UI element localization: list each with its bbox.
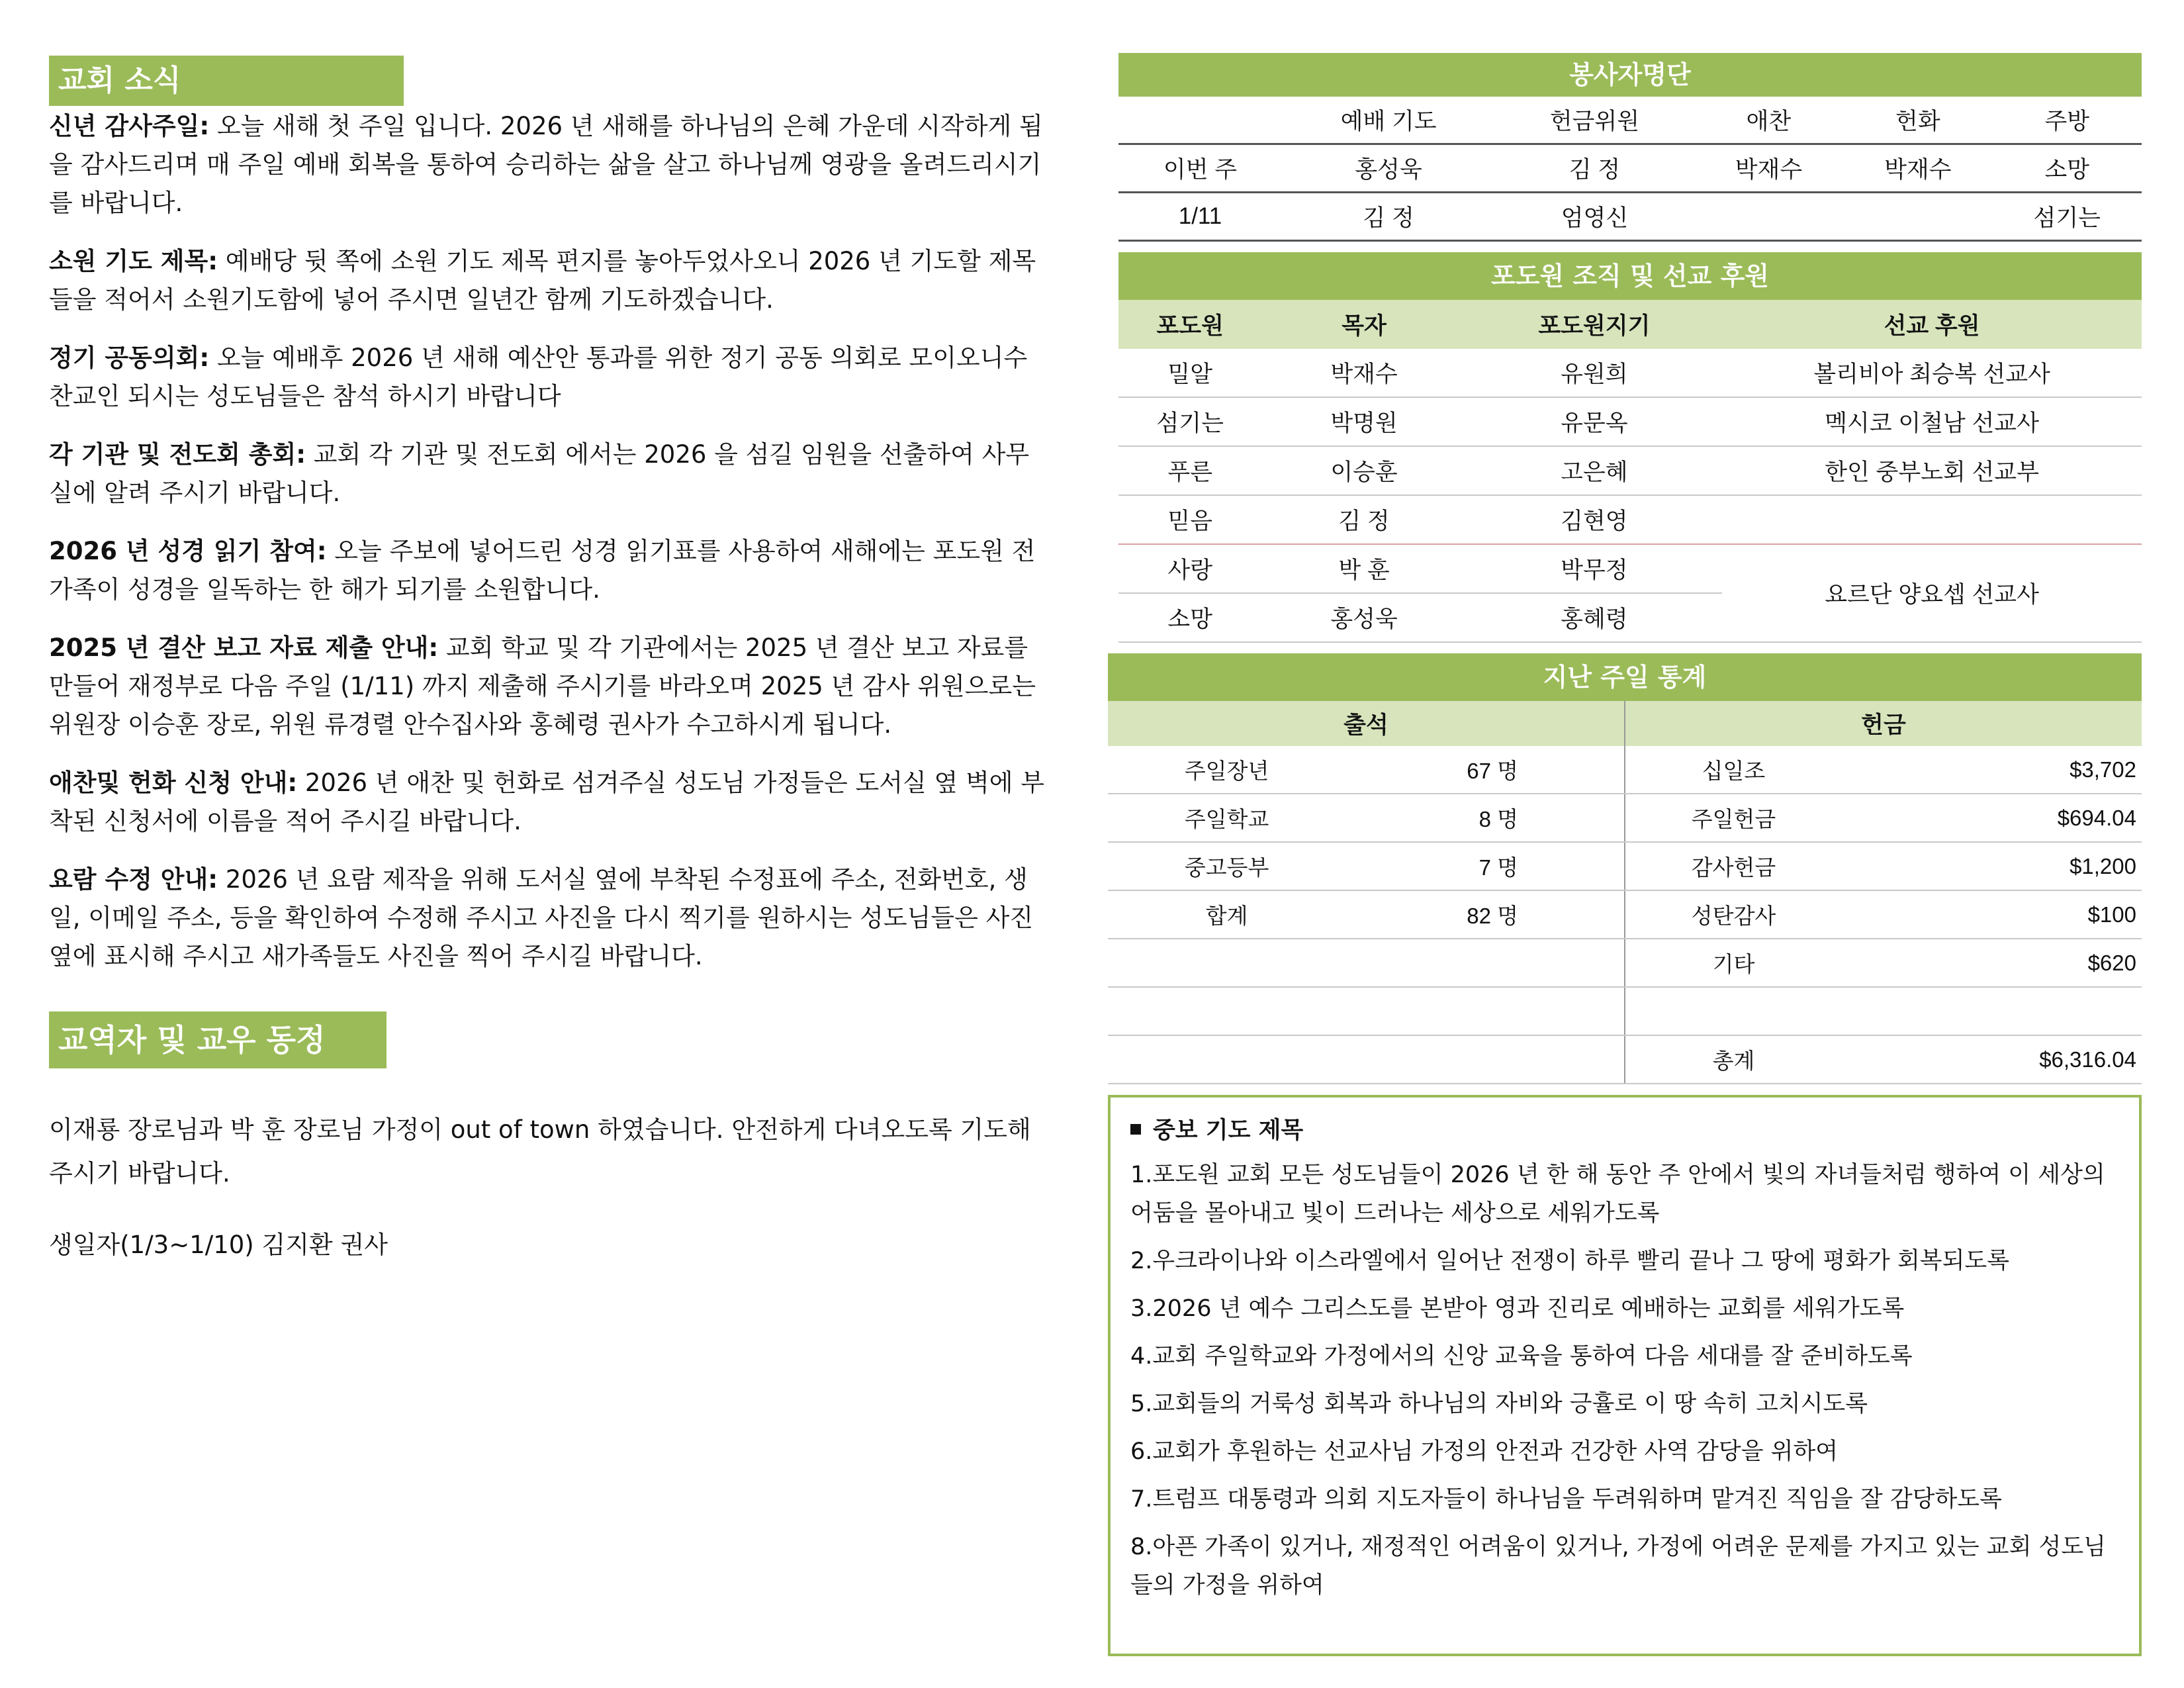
news-text: 예배당 뒷 쪽에 소원 기도 제목 편지를 놓아두었사오니 2026 년 기도할 제목들을 적어서 소원기도함에 넣어 주시면 일년간 함께 기도하겠습니다. bbox=[49, 247, 1036, 314]
table-cell: 67 명 bbox=[1345, 746, 1625, 794]
news-label: 각 기관 및 전도회 총회: bbox=[49, 440, 306, 469]
table-cell: 박재수 bbox=[1261, 349, 1466, 397]
table-header-row bbox=[1118, 97, 2142, 144]
table-row bbox=[1108, 987, 2142, 1035]
stats-table bbox=[1108, 701, 2142, 1084]
column-header: 포도원지기 bbox=[1467, 300, 1723, 349]
table-cell: $6,316.04 bbox=[1842, 1035, 2142, 1084]
table-row bbox=[1108, 1035, 2142, 1084]
prayer-item: 5.교회들의 거룩성 회복과 하나님의 자비와 긍휼로 이 땅 속히 고치시도록 bbox=[1130, 1391, 1868, 1417]
table-header-row bbox=[1118, 300, 2142, 349]
table-row bbox=[1118, 193, 2142, 241]
news-item bbox=[49, 339, 1048, 416]
table-row bbox=[1118, 397, 2142, 446]
table-cell bbox=[1345, 1035, 1625, 1084]
table-cell: 홍성욱 bbox=[1282, 144, 1495, 193]
news-label: 정기 공동의회: bbox=[49, 344, 210, 372]
volunteers-banner: 봉사자명단 bbox=[1118, 53, 2142, 97]
volunteers-table bbox=[1118, 97, 2142, 242]
table-cell: 밀알 bbox=[1118, 349, 1261, 397]
table-cell: 소망 bbox=[1118, 593, 1261, 642]
column-header: 포도원 bbox=[1118, 300, 1261, 349]
table-cell: 김 정 bbox=[1261, 495, 1466, 544]
table-row bbox=[1118, 349, 2142, 397]
table-row bbox=[1108, 746, 2142, 794]
table-cell: 중고등부 bbox=[1108, 842, 1345, 890]
table-cell: 소망 bbox=[1993, 144, 2142, 193]
table-cell: 볼리비아 최승복 선교사 bbox=[1722, 349, 2142, 397]
table-cell: 십일조 bbox=[1625, 746, 1842, 794]
prayer-item: 6.교회가 후원하는 선교사님 가정의 안전과 건강한 사역 감당을 위하여 bbox=[1130, 1438, 1839, 1465]
table-cell bbox=[1345, 939, 1625, 987]
table-row bbox=[1118, 144, 2142, 193]
column-header: 선교 후원 bbox=[1722, 300, 2142, 349]
table-cell bbox=[1108, 939, 1345, 987]
prayer-box bbox=[1108, 1095, 2142, 1656]
table-cell: 이승훈 bbox=[1261, 446, 1466, 495]
table-cell: 감사헌금 bbox=[1625, 842, 1842, 890]
column-header: 주방 bbox=[1993, 97, 2142, 144]
table-cell: 홍성욱 bbox=[1261, 593, 1466, 642]
prayer-title-text: 중보 기도 제목 bbox=[1153, 1117, 1304, 1144]
table-cell: 김현영 bbox=[1467, 495, 1723, 544]
table-cell: 1/11 bbox=[1118, 193, 1282, 241]
column-header: 목자 bbox=[1261, 300, 1466, 349]
table-cell: 김 정 bbox=[1282, 193, 1495, 241]
table-cell: 이번 주 bbox=[1118, 144, 1282, 193]
table-row bbox=[1108, 939, 2142, 987]
table-cell: 7 명 bbox=[1345, 842, 1625, 890]
news-label: 2025 년 결산 보고 자료 제출 안내: bbox=[49, 633, 439, 662]
table-cell: 기타 bbox=[1625, 939, 1842, 987]
table-cell: 주일학교 bbox=[1108, 794, 1345, 842]
table-row bbox=[1108, 890, 2142, 939]
table-cell: 홍혜령 bbox=[1467, 593, 1723, 642]
birthday-text: 생일자(1/3~1/10) 김지환 권사 bbox=[49, 1231, 388, 1259]
table-cell: 유문옥 bbox=[1467, 397, 1723, 446]
table-cell: $694.04 bbox=[1842, 794, 2142, 842]
news-label: 요람 수정 안내: bbox=[49, 865, 218, 894]
table-cell: 김 정 bbox=[1495, 144, 1694, 193]
column-header: 헌화 bbox=[1843, 97, 1992, 144]
table-cell bbox=[1694, 193, 1843, 241]
right-column bbox=[1118, 53, 2142, 1656]
table-cell bbox=[1108, 987, 1345, 1035]
table-cell bbox=[1108, 1035, 1345, 1084]
table-cell: 섬기는 bbox=[1118, 397, 1261, 446]
table-cell: 박재수 bbox=[1694, 144, 1843, 193]
news-item bbox=[49, 436, 1048, 512]
table-cell: 고은혜 bbox=[1467, 446, 1723, 495]
news-item bbox=[49, 107, 1048, 222]
table-cell: 박재수 bbox=[1843, 144, 1992, 193]
news-text: 2026 년 요람 제작을 위해 도서실 옆에 부착된 수정표에 주소, 전화번호, 생일, 이메일 주소, 등을 확인하여 수정해 주시고 사진을 다시 찍기를 원하시는 성도님들은 사진 옆에 표시해 주시고 새가족들도 사진을 찍어 주시길 바랍니다. bbox=[49, 865, 1034, 970]
table-cell: $100 bbox=[1842, 890, 2142, 939]
table-cell bbox=[1843, 193, 1992, 241]
table-cell bbox=[1842, 987, 2142, 1035]
table-cell: 성탄감사 bbox=[1625, 890, 1842, 939]
square-bullet-icon bbox=[1130, 1124, 1141, 1135]
offering-header: 헌금 bbox=[1625, 701, 2142, 746]
table-cell: $620 bbox=[1842, 939, 2142, 987]
news-text: 오늘 새해 첫 주일 입니다. 2026 년 새해를 하나님의 은혜 가운데 시작하게 됨을 감사드리며 매 주일 예배 회복을 통하여 승리하는 삶을 살고 하나님께 영광을 올려드리시기를 바랍니다. bbox=[49, 112, 1043, 217]
table-row bbox=[1108, 794, 2142, 842]
table-cell: 82 명 bbox=[1345, 890, 1625, 939]
prayer-item: 1.포도원 교회 모든 성도님들이 2026 년 한 해 동안 주 안에서 빛의 자녀들처럼 행하여 이 세상의 어둠을 몰아내고 빛이 드러나는 세상으로 세워가도록 bbox=[1130, 1162, 2105, 1227]
news-section-title: 교회 소식 bbox=[49, 56, 404, 106]
prayer-item: 7.트럼프 대통령과 의회 지도자들이 하나님을 두려워하며 맡겨진 직임을 잘 감당하도록 bbox=[1130, 1486, 2002, 1513]
merged-mission-cell: 요르단 양요셉 선교사 bbox=[1722, 544, 2142, 642]
vineyard-banner: 포도원 조직 및 선교 후원 bbox=[1118, 252, 2142, 300]
table-cell: $1,200 bbox=[1842, 842, 2142, 890]
table-header-row bbox=[1108, 701, 2142, 746]
column-header: 예배 기도 bbox=[1282, 97, 1495, 144]
news-text: 오늘 예배후 2026 년 새해 예산안 통과를 위한 정기 공동 의회로 모이오니수찬교인 되시는 성도님들은 참석 하시기 바랍니다 bbox=[49, 344, 1028, 410]
table-row bbox=[1118, 495, 2142, 544]
news-item bbox=[49, 532, 1048, 609]
table-cell: 8 명 bbox=[1345, 794, 1625, 842]
column-header: 애찬 bbox=[1694, 97, 1843, 144]
column-header bbox=[1118, 97, 1282, 144]
table-cell bbox=[1625, 987, 1842, 1035]
prayer-item: 4.교회 주일학교와 가정에서의 신앙 교육을 통하여 다음 세대를 잘 준비하도록 bbox=[1130, 1343, 1913, 1370]
left-column bbox=[49, 56, 1048, 1264]
table-cell: 한인 중부노회 선교부 bbox=[1722, 446, 2142, 495]
table-row bbox=[1118, 446, 2142, 495]
attendance-header: 출석 bbox=[1108, 701, 1625, 746]
prayer-title bbox=[1130, 1111, 2119, 1150]
table-cell: 사랑 bbox=[1118, 544, 1261, 593]
staff-section-title: 교역자 및 교우 동정 bbox=[49, 1011, 387, 1068]
news-item bbox=[49, 629, 1048, 744]
news-item bbox=[49, 242, 1048, 319]
table-cell: 총계 bbox=[1625, 1035, 1842, 1084]
stats-banner: 지난 주일 통계 bbox=[1108, 653, 2142, 701]
news-item bbox=[49, 764, 1048, 841]
prayer-item: 8.아픈 가족이 있거나, 재정적인 어려움이 있거나, 가정에 어려운 문제를 가지고 있는 교회 성도님들의 가정을 위하여 bbox=[1130, 1534, 2106, 1599]
table-cell: 푸른 bbox=[1118, 446, 1261, 495]
table-cell: 믿음 bbox=[1118, 495, 1261, 544]
staff-news-text: 이재룡 장로님과 박 훈 장로님 가정이 out of town 하였습니다. 안전하게 다녀오도록 기도해 주시기 바랍니다. bbox=[49, 1115, 1031, 1188]
table-cell: 합계 bbox=[1108, 890, 1345, 939]
news-text: 교회 각 기관 및 전도회 에서는 2026 을 섬길 임원을 선출하여 사무실에 알려 주시기 바랍니다. bbox=[49, 440, 1030, 507]
table-cell: 박무정 bbox=[1467, 544, 1723, 593]
table-cell: 박명원 bbox=[1261, 397, 1466, 446]
news-list bbox=[49, 107, 1048, 976]
table-cell: 주일헌금 bbox=[1625, 794, 1842, 842]
vineyard-section bbox=[1118, 252, 2142, 643]
table-cell: 유원희 bbox=[1467, 349, 1723, 397]
table-cell: $3,702 bbox=[1842, 746, 2142, 794]
news-text: 교회 학교 및 각 기관에서는 2025 년 결산 보고 자료를 만들어 재정부로 다음 주일 (1/11) 까지 제출해 주시기를 바라오며 2025 년 감사 위원으로는 위원장 이승훈 장로, 위원 류경렬 안수집사와 홍혜령 권사가 수고하시게 됩니다. bbox=[49, 633, 1036, 739]
vineyard-table bbox=[1118, 300, 2142, 643]
news-item bbox=[49, 861, 1048, 976]
prayer-item: 2.우크라이나와 이스라엘에서 일어난 전쟁이 하루 빨리 끝나 그 땅에 평화가 회복되도록 bbox=[1130, 1248, 2010, 1274]
news-text: 오늘 주보에 넣어드린 성경 읽기표를 사용하여 새해에는 포도원 전 가족이 성경을 일독하는 한 해가 되기를 소원합니다. bbox=[49, 537, 1036, 604]
table-row bbox=[1108, 842, 2142, 890]
table-cell: 멕시코 이철남 선교사 bbox=[1722, 397, 2142, 446]
stats-section bbox=[1108, 653, 2142, 1084]
table-cell bbox=[1345, 987, 1625, 1035]
prayer-item: 3.2026 년 예수 그리스도를 본받아 영과 진리로 예배하는 교회를 세워가도록 bbox=[1130, 1295, 1905, 1322]
column-header: 헌금위원 bbox=[1495, 97, 1694, 144]
table-cell: 섬기는 bbox=[1993, 193, 2142, 241]
table-row bbox=[1118, 544, 2142, 593]
news-text: 2026 년 애찬 및 헌화로 섬겨주실 성도님 가정들은 도서실 옆 벽에 부착된 신청서에 이름을 적어 주시길 바랍니다. bbox=[49, 769, 1044, 835]
news-label: 애찬및 헌화 신청 안내: bbox=[49, 769, 298, 797]
table-cell bbox=[1722, 495, 2142, 544]
news-label: 신년 감사주일: bbox=[49, 112, 210, 140]
table-cell: 엄영신 bbox=[1495, 193, 1694, 241]
table-cell: 박 훈 bbox=[1261, 544, 1466, 593]
news-label: 2026 년 성경 읽기 참여: bbox=[49, 537, 327, 565]
table-cell: 주일장년 bbox=[1108, 746, 1345, 794]
news-label: 소원 기도 제목: bbox=[49, 247, 218, 275]
